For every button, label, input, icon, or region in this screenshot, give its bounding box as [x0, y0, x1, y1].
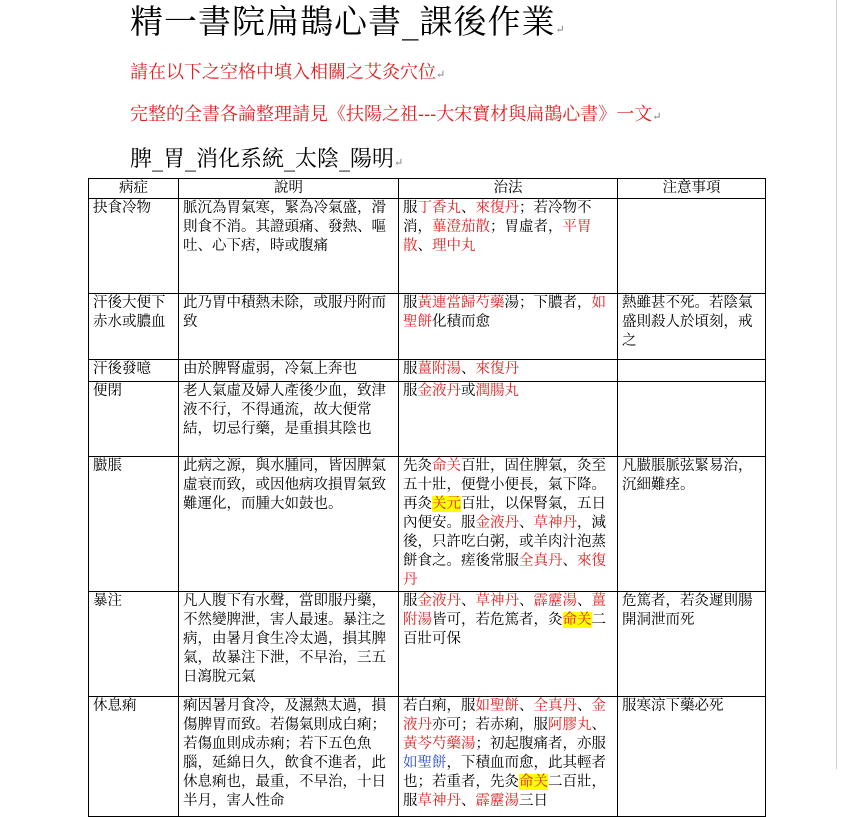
acupoint-highlight: 命关 [519, 774, 548, 790]
remedy-name: 薑附湯 [417, 361, 461, 377]
cell-notes: 凡臌脹脈弦緊易治，沉細難痊。 [618, 457, 766, 592]
header-disease: 病症 [89, 179, 179, 199]
treatment-text: 服 [403, 593, 418, 609]
remedy-name: 黃連當歸芍藥 [417, 295, 505, 311]
cell-explanation: 此乃胃中積熱未除，或服丹附而致 [179, 294, 399, 360]
acupoint-highlight: 关元 [432, 496, 461, 512]
acupoint-highlight: 命关 [562, 612, 592, 628]
treatment-text: ；初起腹痛者，亦服 [475, 736, 606, 752]
treatment-text: 、 [519, 515, 534, 531]
treatment-text: ，下積血而愈，此其輕者也；若重者，先灸 [403, 755, 606, 790]
page-edge [836, 0, 837, 769]
cell-treatment [399, 697, 618, 817]
cell-explanation: 由於脾腎虛弱，冷氣上奔也 [179, 360, 399, 382]
cell-notes [618, 199, 766, 294]
treatment-text: 二百壯，服 [403, 774, 606, 809]
treatment-text: 、 [461, 593, 476, 609]
treatment-text: 、 [461, 793, 476, 809]
treatment-text: 先灸 [403, 458, 432, 474]
remedy-name: 草神丹 [533, 515, 577, 531]
cell-treatment [399, 294, 618, 360]
header-notes: 注意事項 [618, 179, 766, 199]
remedy-name: 霹靂湯 [475, 793, 519, 809]
treatment-text: 皆可，若危篤者，灸 [432, 612, 563, 628]
table-row [89, 592, 766, 697]
remedy-name: 來復丹 [403, 553, 606, 588]
remedy-name: 平胃散 [403, 219, 592, 254]
table-row [89, 697, 766, 817]
table-row [89, 199, 766, 294]
remedy-name: 金液丹 [417, 383, 461, 399]
remedy-name: 來復丹 [475, 200, 519, 216]
treatment-text: 二百壯可保 [403, 612, 606, 647]
treatment-text: 三日 [519, 793, 548, 809]
paragraph-mark-icon: ↵ [555, 23, 566, 36]
cell-notes: 危篤者，若灸遲則腸開洞泄而死 [618, 592, 766, 697]
header-explanation: 說明 [179, 179, 399, 199]
table-row [89, 294, 766, 360]
cell-disease: 便閉 [89, 382, 179, 457]
treatment-text: 服 [403, 361, 418, 377]
remedy-name: 草神丹 [417, 793, 461, 809]
cell-notes [618, 382, 766, 457]
treatment-text: 、 [591, 717, 606, 733]
cell-notes: 服寒涼下藥必死 [618, 697, 766, 817]
table-header-row [89, 179, 766, 199]
table-row [89, 382, 766, 457]
cell-disease: 汗後大便下赤水或膿血 [89, 294, 179, 360]
table-row [89, 360, 766, 382]
remedy-name: 黃芩芍藥湯 [403, 736, 476, 752]
cell-explanation: 脈沉為胃氣寒，緊為冷氣盛，滑則食不消。其證頭痛、發熱、嘔吐、心下痞，時或腹痛 [179, 199, 399, 294]
remedy-name: 阿膠丸 [548, 717, 592, 733]
treatment-text: 、 [519, 698, 534, 714]
remedy-name: 命关 [432, 458, 461, 474]
treatment-text: 、 [417, 238, 432, 254]
remedy-name: 金液丹 [417, 593, 461, 609]
treatment-text: 服 [403, 295, 418, 311]
remedy-name: 蓽澄茄散 [432, 219, 490, 235]
cell-treatment [399, 382, 618, 457]
remedy-name: 如聖餅 [403, 755, 447, 771]
treatment-text: 若白痢，服 [403, 698, 476, 714]
remedy-name: 霹靂湯 [533, 593, 577, 609]
remedy-name: 草神丹 [475, 593, 519, 609]
treatment-text: 百壯，以保腎氣，五日內便安。服 [403, 496, 606, 531]
remedy-name: 金液丹 [475, 515, 519, 531]
cell-disease: 休息痢 [89, 697, 179, 817]
treatment-text: 服 [403, 383, 418, 399]
cell-explanation: 痢因暑月食冷，及濕熱太過，損傷脾胃而致。若傷氣則成白痢；若傷血則成赤痢；若下五色魚腦，延綿日久，飲食不進者，此休息痢也，最重，不早治，十日半月，害人性命 [179, 697, 399, 817]
treatment-text: 、 [461, 361, 476, 377]
treatment-text: 亦可；若赤痢，服 [432, 717, 548, 733]
treatment-text: 百壯，固住脾氣，灸至五十壯，便覺小便長，氣下降。再灸 [403, 458, 606, 512]
instruction-line-1: 請在以下之空格中填入相關之艾灸穴位↵ [130, 62, 446, 83]
cell-explanation: 凡人腹下有水聲，當即服丹藥，不然變脾泄，害人最速。暴注之病，由暑月食生冷太過，損其脾氣，故暴注下泄，不早治，三五日瀉脫元氣 [179, 592, 399, 697]
cell-notes [618, 360, 766, 382]
treatment-text: 化積而愈 [432, 314, 490, 330]
remedy-name: 來復丹 [475, 361, 519, 377]
remedy-name: 潤腸丸 [475, 383, 519, 399]
table-row [89, 457, 766, 592]
treatment-text: ；若冷物不消， [403, 200, 592, 235]
section-title: 脾_胃_消化系統_太陰_陽明↵ [130, 147, 404, 172]
treatment-text: ；胃虛者， [490, 219, 563, 235]
remedy-name: 如聖餅 [475, 698, 519, 714]
remedy-name: 丁香丸 [417, 200, 461, 216]
cell-disease: 臌脹 [89, 457, 179, 592]
cell-explanation: 此病之源，與水腫同，皆因脾氣虛衰而致，或因他病攻損胃氣致難運化，而腫大如鼓也。 [179, 457, 399, 592]
moxibustion-table [88, 178, 766, 817]
cell-treatment [399, 592, 618, 697]
cell-disease: 暴注 [89, 592, 179, 697]
remedy-name: 全真丹 [519, 553, 563, 569]
treatment-text: 、 [577, 698, 592, 714]
cell-treatment [399, 199, 618, 294]
treatment-text: 、 [562, 553, 577, 569]
cell-notes: 熱雖甚不死。若陰氣盛則殺人於頃刻，戒之 [618, 294, 766, 360]
instruction-line-2: 完整的全書各論整理請見《扶陽之祖---大宋寶材與扁鵲心書》一文↵ [130, 104, 662, 125]
treatment-text: ，減後，只許吃白粥，或羊肉汁泡蒸餅食之。瘥後常服 [403, 515, 606, 569]
remedy-name: 薑附湯 [403, 593, 606, 628]
remedy-name: 理中丸 [432, 238, 476, 254]
treatment-text: 服 [403, 200, 418, 216]
cell-treatment [399, 457, 618, 592]
cell-disease: 汗後發噫 [89, 360, 179, 382]
treatment-text: 、 [461, 200, 476, 216]
treatment-text: 湯；下膿者， [504, 295, 592, 311]
header-treatment: 治法 [399, 179, 618, 199]
cell-disease: 抉食冷物 [89, 199, 179, 294]
cell-treatment [399, 360, 618, 382]
treatment-text: 、 [577, 593, 592, 609]
remedy-name: 金液丹 [403, 698, 606, 733]
treatment-text: 或 [461, 383, 476, 399]
document-title: 精一書院扁鵲心書_課後作業↵ [130, 2, 566, 41]
remedy-name: 全真丹 [533, 698, 577, 714]
treatment-text: 、 [519, 593, 534, 609]
remedy-name: 如聖餅 [403, 295, 606, 330]
cell-explanation: 老人氣虛及婦人產後少血，致津液不行，不得通流，故大便常結，切忌行藥，是重損其陰也 [179, 382, 399, 457]
